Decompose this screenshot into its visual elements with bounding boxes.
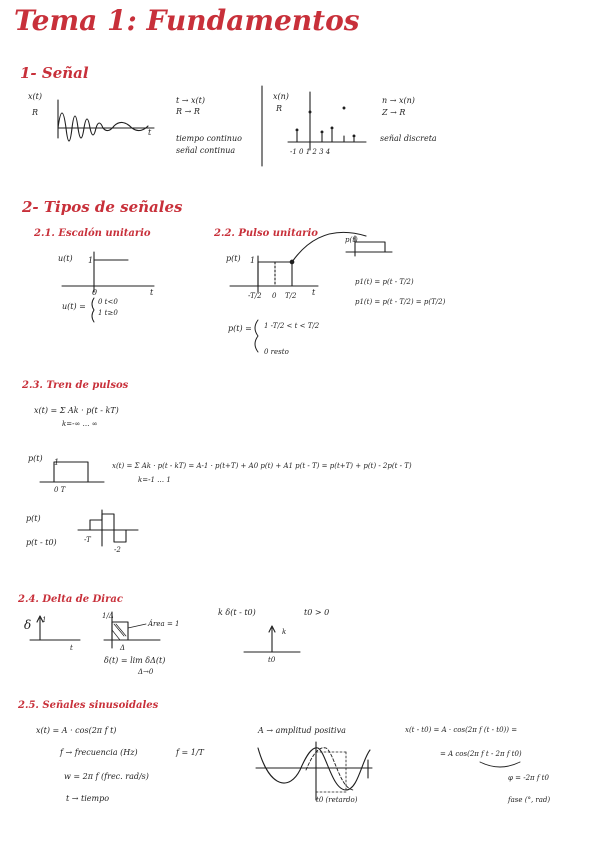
- step-function-sketch: [62, 252, 154, 322]
- staircase-pulses-sketch: [78, 510, 138, 546]
- d-shift-eq: k δ(t - t0): [218, 608, 256, 617]
- train-eq2: x(t) = Σ Ak · p(t - kT) = A-1 · p(t+T) + A0 p(t) + A1 p(t - T) = p(t+T) + p(t) - 2p(t - T): [112, 462, 412, 470]
- page-title: Tema 1: Fundamentos: [14, 4, 360, 37]
- dirac-delta-sketch: [30, 616, 80, 640]
- u-def-lhs: u(t) =: [62, 302, 86, 311]
- train-sum-lim: k=-∞ … ∞: [62, 420, 98, 428]
- underbrace-phase: [480, 762, 520, 767]
- train-one: 1: [54, 458, 60, 467]
- d-area: Área = 1: [148, 620, 180, 628]
- d-k: k: [282, 628, 287, 636]
- heading-delta: 2.4. Delta de Dirac: [18, 594, 123, 605]
- train-eq: x(t) = Σ Ak · p(t - kT): [34, 406, 119, 415]
- p-def-1: 1 -T/2 < t < T/2: [264, 322, 320, 330]
- cont-map2: R → R: [176, 107, 200, 116]
- p-def-lhs: p(t) =: [228, 324, 252, 333]
- p-small-label: p(t): [345, 236, 358, 244]
- sin-t: t → tiempo: [66, 794, 110, 803]
- sin-f-eq: f = 1/T: [176, 748, 204, 757]
- sin-shift1: x(t - t0) = A · cos(2π f (t - t0)) =: [405, 726, 518, 734]
- p-shift2: p1(t) = p(t - T/2) = p(T/2): [355, 298, 446, 306]
- discrete-signal-sketch: [288, 92, 366, 150]
- cont-ylabel: x(t): [28, 92, 42, 101]
- d-shift-cond: t0 > 0: [304, 608, 330, 617]
- sin-phi: φ = -2π f t0: [508, 774, 549, 782]
- train-ticks: 0 T: [54, 486, 66, 494]
- train-sum-lim2: k=-1 … 1: [138, 476, 171, 484]
- disc-ticks: -1 0 1 2 3 4: [290, 148, 331, 156]
- p-ylabel: p(t): [226, 254, 241, 263]
- heading-senal: 1- Señal: [20, 64, 89, 82]
- d-t: t: [70, 644, 73, 652]
- sinusoid-sketch: [256, 742, 372, 800]
- train-plabel: p(t): [28, 454, 43, 463]
- d-one: 1: [42, 616, 47, 624]
- u-ylabel: u(t): [58, 254, 73, 263]
- p-tick-l: -T/2: [248, 292, 262, 300]
- stair-label1: p(t): [26, 514, 41, 523]
- u-zero: 0: [92, 288, 98, 297]
- u-one: 1: [88, 256, 94, 265]
- d-delta: Δ: [120, 644, 126, 652]
- dirac-approx-sketch: [104, 612, 160, 648]
- sin-f: f → frecuencia (Hz): [60, 748, 138, 757]
- sin-w: w = 2π f (frec. rad/s): [64, 772, 149, 781]
- cont-r-label: R: [32, 108, 39, 117]
- d-t0: t0: [268, 656, 276, 664]
- sin-phase: fase (°, rad): [508, 796, 551, 804]
- cont-desc2: señal continua: [176, 146, 236, 155]
- disc-desc: señal discreta: [380, 134, 437, 143]
- d-frac: 1/Δ: [102, 612, 114, 620]
- d-sym: δ: [24, 618, 32, 632]
- u-def-2: 1 t≥0: [98, 309, 118, 317]
- stair-tick1: -T: [84, 536, 91, 544]
- p-def-2: 0 resto: [264, 348, 289, 356]
- u-def-1: 0 t<0: [98, 298, 118, 306]
- p-one: 1: [250, 256, 256, 265]
- stair-tick2: -2: [114, 546, 121, 554]
- shifted-dirac-sketch: [244, 626, 300, 652]
- heading-pulso: 2.2. Pulso unitario: [214, 228, 318, 239]
- cont-t-label: t: [148, 128, 152, 137]
- p-t: t: [312, 288, 316, 297]
- sin-amp: A → amplitud positiva: [258, 726, 346, 735]
- pulse-function-sketch: [230, 232, 392, 352]
- p-tick-r: T/2: [285, 292, 297, 300]
- sin-eq: x(t) = A · cos(2π f t): [36, 726, 117, 735]
- d-lim: δ(t) = lim δΔ(t): [104, 656, 166, 665]
- p-tick-0: 0: [272, 292, 277, 300]
- heading-escalon: 2.1. Escalón unitario: [34, 228, 151, 239]
- train-pulse-sketch: [40, 462, 104, 482]
- sin-t0: t0 (retardo): [316, 796, 358, 804]
- p-shift1: p1(t) = p(t - T/2): [355, 278, 414, 286]
- disc-map2: Z → R: [382, 108, 406, 117]
- sin-shift2: = A cos(2π f t - 2π f t0): [440, 750, 522, 758]
- heading-sinusoidales: 2.5. Señales sinusoidales: [18, 700, 159, 711]
- cont-desc1: tiempo continuo: [176, 134, 242, 143]
- d-lim-sub: Δ→0: [138, 668, 154, 676]
- continuous-signal-sketch: [58, 100, 154, 141]
- cont-map1: t → x(t): [176, 96, 205, 105]
- stair-label2: p(t - t0): [26, 538, 57, 547]
- disc-map1: n → x(n): [382, 96, 415, 105]
- u-t: t: [150, 288, 154, 297]
- disc-r-label: R: [276, 104, 283, 113]
- heading-tren: 2.3. Tren de pulsos: [22, 380, 129, 391]
- heading-tipos: 2- Tipos de señales: [22, 198, 183, 216]
- disc-ylabel: x(n): [273, 92, 289, 101]
